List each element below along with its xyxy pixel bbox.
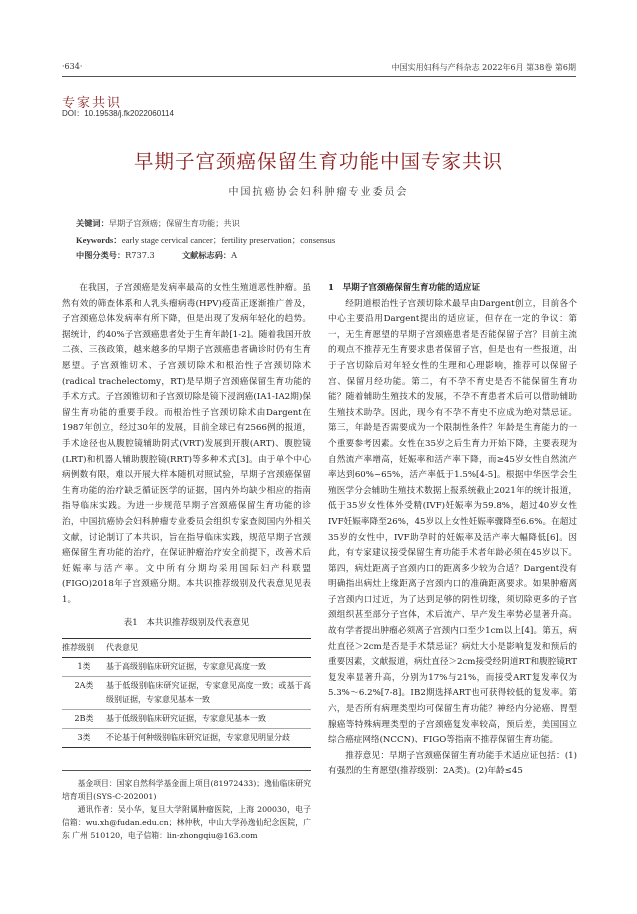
doc-code-value: A [231,250,238,260]
journal-header: 中国实用妇科与产科杂志 2022年6月 第38卷 第6期 [391,63,576,72]
keywords-cn-label: 关键词： [76,218,109,228]
keywords-en-text: early stage cervical cancer；fertility preservation；consensus [121,235,336,245]
footnote-correspondence: 通讯作者：吴小华，复旦大学附属肿瘤医院，上海 200030，电子信箱：wu.xh@fudan.edu.cn；林仲秋，中山大学孙逸仙纪念医院，广东 广州 510120，电子信箱：lin-zhongqiu@163.com [62,805,311,841]
table-cell-opinion: 基于高级别临床研究证据，专家意见高度一致 [106,658,311,677]
table-header-level: 推荐级别 [62,639,106,658]
footnotes [62,770,311,842]
table-cell-level: 2B类 [62,710,106,729]
keywords-en [76,234,335,246]
keywords-en-label: Keywords： [76,235,122,245]
table-row [62,677,311,710]
table-cell-level: 1类 [62,658,106,677]
table-cell-opinion: 不论基于何种级别临床研究证据，专家意见明显分歧 [106,729,311,748]
author: 中国抗癌协会妇科肿瘤专业委员会 [228,187,409,198]
table-cell-level: 2A类 [62,677,106,710]
table-row [62,710,311,729]
header-rule [62,76,576,77]
doi[interactable]: DOI：10.19538/j.fk2022060114 [62,109,174,118]
clc-label: 中图分类号： [76,250,126,260]
section-heading: 1 早期子宫颈癌保留生育功能的适应证 [328,283,481,293]
table-cell-opinion: 基于低级别临床研究证据，专家意见基本一致 [106,710,311,729]
keywords-cn [76,218,240,229]
table-row [62,729,311,748]
classification [76,250,237,261]
right-column [328,281,577,780]
table-row [62,658,311,677]
intro-paragraph: 在我国，子宫颈癌是发病率最高的女性生殖道恶性肿瘤。虽然有效的筛查体系和人乳头瘤病毒(HPV)疫苗正逐渐推广普及，子宫颈癌总体发病率有所下降，但是出现了发病年轻化的趋势。据统计，约40%子宫颈癌患者处于生育年龄[1-2]。随着我国开放二孩、三孩政策，越来越多的早期子宫颈癌患者确诊时仍有生育愿望。子宫颈锥切术、子宫颈切除术和根治性子宫颈切除术(radical trachelectomy，RT)是早期子宫颈癌保留生育功能的手术方式。子宫颈锥切和子宫颈切除是镜下浸润癌(ⅠA1-ⅠA2期)保留生育功能的重要手段。而根治性子宫颈切除术由Dargent在1987年创立，经过30年的发展，目前全球已有2566例的报道，手术途径也从腹腔镜辅助阴式(VRT)发展到开腹(ART)、腹腔镜(LRT)和机器人辅助腹腔镜(RRT)等多种术式[3]。由于单个中心病例数有限，难以开展大样本随机对照试验，早期子宫颈癌保留生育功能的治疗缺乏循证医学的证据，国内外均缺少相应的指南指导临床实践。为进一步规范早期子宫颈癌保留生育功能的诊治，中国抗癌协会妇科肿瘤专业委员会组织专家查阅国内外相关文献，讨论制订了本共识，旨在指导临床实践，规范早期子宫颈癌保留生育功能的治疗，在保证肿瘤治疗安全前提下，改善术后妊娠率与活产率。文中所有分期均采用国际妇产科联盟(FIGO)2018年子宫颈癌分期。本共识推荐级别及代表意见见表1。 [62,283,311,605]
table-caption: 表1 本共识推荐级别及代表意见 [123,618,250,629]
table-cell-level: 3类 [62,729,106,748]
recommendation-table [62,638,311,748]
paper-title: 早期子宫颈癌保留生育功能中国专家共识 [133,150,503,173]
clc-value: R737.3 [125,250,155,260]
page-number: ·634· [62,62,83,71]
table-header-row [62,639,311,658]
doc-code-label: 文献标志码： [181,250,232,260]
table-header-opinion: 代表意见 [106,639,311,658]
indications-paragraph: 经阴道根治性子宫颈切除术最早由Dargent创立，目前各个中心主要沿用Dargent提出的适应证，但存在一定的争议：第一，无生育愿望的早期子宫颈癌患者是否能保留子宫？目前主流的观点不推荐无生育要求患者保留子宫，但是也有一些报道，出于子宫切除后对年轻女性的生理和心理影响，推荐可以保留子宫、保留月经功能。第二，有不孕不育史是否不能保留生育功能？随着辅助生殖技术的发展，不孕不育患者术后可以借助辅助生殖技术助孕。因此，现今有不孕不育史不应成为绝对禁忌证。第三，年龄是否需要成为一个限制性条件？年龄是生育能力的一个重要参考因素。女性在35岁之后生育力开始下降，主要表现为自然流产率增高，妊娠率和活产率下降，而≥45岁女性自然流产率达到60%~65%，活产率低于1.5%[4-5]。根据中华医学会生殖医学分会辅助生殖技术数据上报系统截止2021年的统计报道，低于35岁女性体外受精(IVF)妊娠率为59.8%，超过40岁女性IVF妊娠率降至26%，45岁以上女性妊娠率骤降至6.6%。在超过35岁的女性中，IVF助孕时的妊娠率及活产率大幅降低[6]。因此，有专家建议接受保留生育功能手术者年龄必须在45岁以下。第四，病灶距离子宫颈内口的距离多少较为合适？Dargent没有明确指出病灶上缘距离子宫颈内口的准确距离要求。如果肿瘤离子宫颈内口过近，为了达到足够的阴性切缘，须切除更多的子宫颈组织甚至部分子宫体，术后流产、早产发生率势必显著升高。故有学者提出肿瘤必须离子宫颈内口至少1cm以上[4]。第五，病灶直径＞2cm是否是手术禁忌证？病灶大小是影响复发和预后的重要因素，文献报道，病灶直径＞2cm接受经阴道RT和腹腔镜RT复发率显著升高，分别为17%与21%，而接受ART复发率仅为5.3%～6.2%[7-8]。ⅠB2期选择ART也可获得较低的复发率。第六，是否所有病理类型均可保留生育功能？神经内分泌癌、胃型腺癌等特殊病理类型的子宫颈癌复发率较高，预后差，美国国立综合癌症网络(NCCN)、FIGO等指南不推荐保留生育功能。 [328,298,577,746]
left-column [62,281,311,842]
table-cell-opinion: 基于低级别临床研究证据，专家意见高度一致；或基于高级别证据，专家意见基本一致 [106,677,311,710]
keywords-cn-text: 早期子宫颈癌；保留生育功能；共识 [108,218,240,228]
recommendation-paragraph: 推荐意见：早期子宫颈癌保留生育功能手术适应证包括：(1)有强烈的生育愿望(推荐级别：2A类)。(2)年龄≤45 [328,750,577,777]
footnote-funding: 基金项目：国家自然科学基金面上项目(81972433)；逸仙临床研究培育项目(SYS-C-202001) [62,779,311,802]
section-label: 专家共识 [62,96,123,111]
